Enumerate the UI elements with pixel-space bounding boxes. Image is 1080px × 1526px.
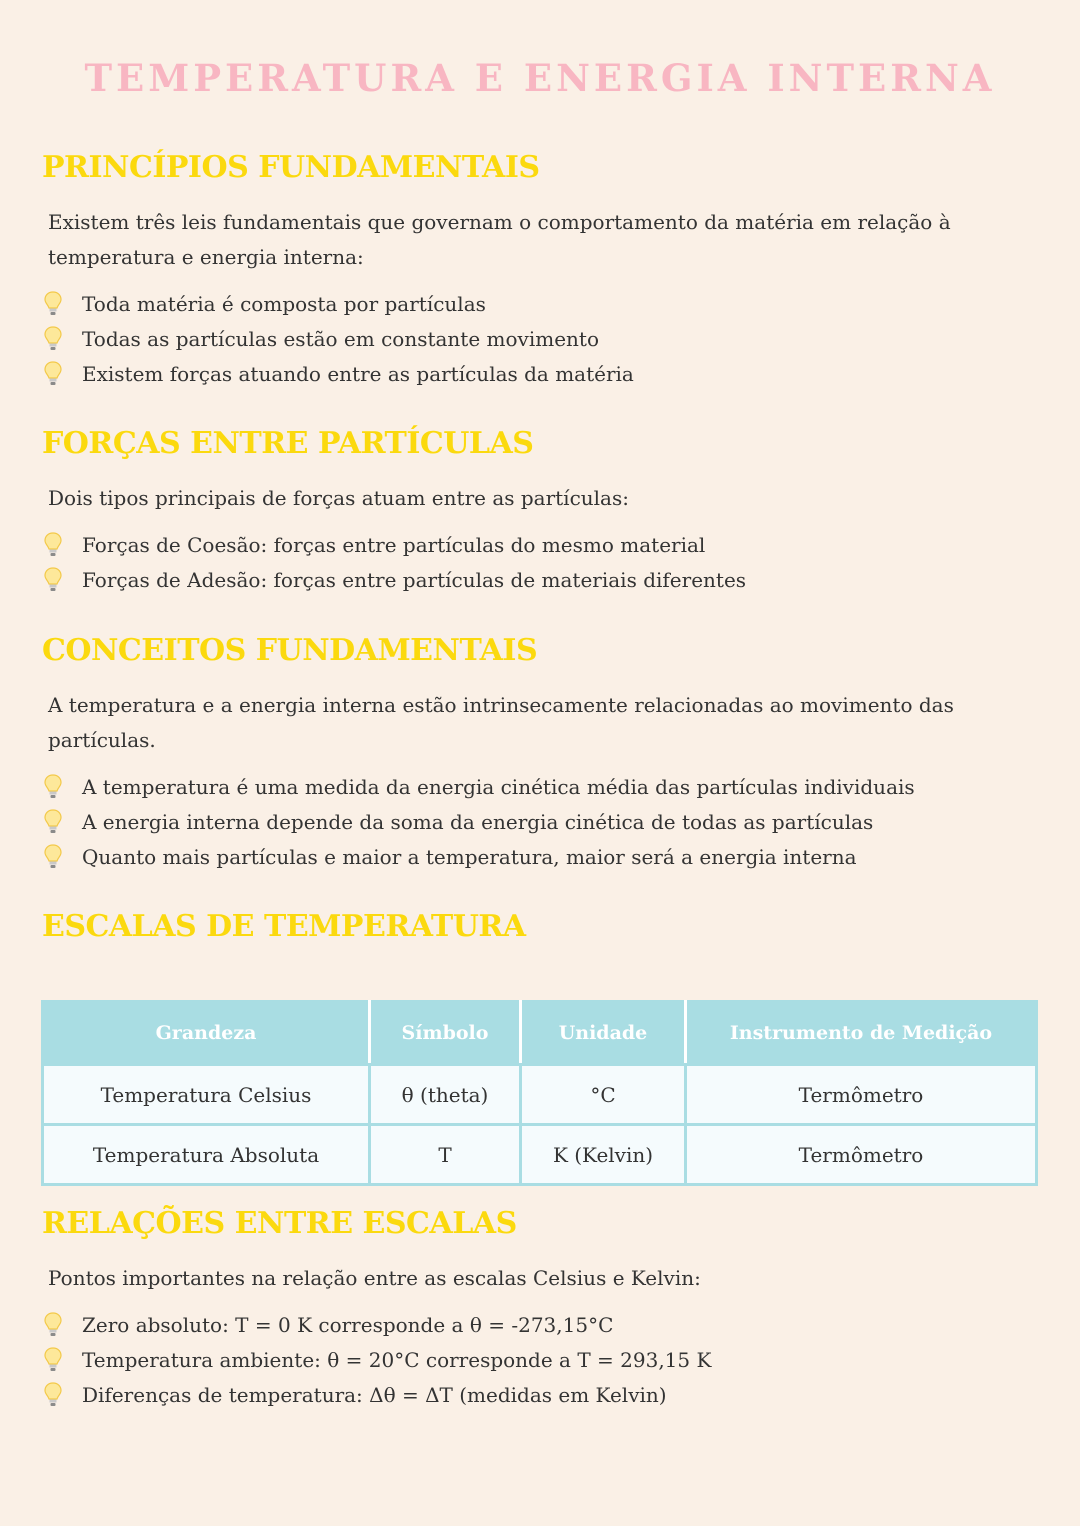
section-intro: Dois tipos principais de forças atuam entre as partículas: — [48, 486, 629, 510]
section-intro: Existem três leis fundamentais que governam o comportamento da matéria em relação à temperatura e energia interna: — [48, 210, 951, 269]
section-heading: RELAÇÕES ENTRE ESCALAS — [42, 1206, 517, 1241]
lightbulb-icon — [44, 326, 62, 352]
table-cell: Temperatura Celsius — [43, 1065, 370, 1125]
bullet-list — [0, 770, 1080, 875]
table-row — [43, 1125, 1037, 1185]
list-item — [0, 357, 1080, 392]
list-item — [0, 770, 1080, 805]
list-item-text: Forças de Coesão: forças entre partículas do mesmo material — [82, 533, 706, 557]
section-heading: CONCEITOS FUNDAMENTAIS — [42, 633, 538, 668]
section-intro: Pontos importantes na relação entre as escalas Celsius e Kelvin: — [48, 1266, 701, 1290]
bullet-list — [0, 287, 1080, 392]
temperature-scales-table — [41, 1000, 1038, 1186]
list-item — [0, 805, 1080, 840]
list-item — [0, 528, 1080, 563]
table-cell: K (Kelvin) — [521, 1125, 686, 1185]
section-conceitos — [0, 633, 1080, 875]
table-header-cell: Grandeza — [43, 1002, 370, 1065]
list-item-text: Existem forças atuando entre as partículas da matéria — [82, 362, 634, 386]
lightbulb-icon — [44, 567, 62, 593]
lightbulb-icon — [44, 291, 62, 317]
list-item-text: Diferenças de temperatura: Δθ = ΔT (medidas em Kelvin) — [82, 1383, 667, 1407]
lightbulb-icon — [44, 361, 62, 387]
table-cell: °C — [521, 1065, 686, 1125]
lightbulb-icon — [44, 1347, 62, 1373]
lightbulb-icon — [44, 1312, 62, 1338]
table-row — [43, 1065, 1037, 1125]
lightbulb-icon — [44, 809, 62, 835]
section-heading: ESCALAS DE TEMPERATURA — [42, 909, 526, 944]
section-relacoes — [0, 1206, 1080, 1413]
section-intro: A temperatura e a energia interna estão intrinsecamente relacionadas ao movimento das partículas. — [48, 693, 954, 752]
list-item — [0, 1343, 1080, 1378]
table-header-cell: Instrumento de Medição — [686, 1002, 1037, 1065]
table-cell: Termômetro — [686, 1065, 1037, 1125]
list-item-text: Todas as partículas estão em constante movimento — [82, 327, 600, 351]
section-heading: PRINCÍPIOS FUNDAMENTAIS — [42, 150, 540, 185]
section-principios — [0, 150, 1080, 392]
section-heading: FORÇAS ENTRE PARTÍCULAS — [42, 426, 534, 461]
page-title: TEMPERATURA E ENERGIA INTERNA — [84, 56, 996, 100]
table-header-cell: Unidade — [521, 1002, 686, 1065]
list-item-text: Forças de Adesão: forças entre partículas de materiais diferentes — [82, 568, 747, 592]
list-item-text: Temperatura ambiente: θ = 20°C corresponde a T = 293,15 K — [82, 1348, 712, 1372]
list-item-text: Quanto mais partículas e maior a temperatura, maior será a energia interna — [82, 845, 857, 869]
bullet-list — [0, 528, 1080, 598]
lightbulb-icon — [44, 774, 62, 800]
table-cell: T — [370, 1125, 521, 1185]
table-cell: Temperatura Absoluta — [43, 1125, 370, 1185]
bullet-list — [0, 1308, 1080, 1413]
list-item — [0, 840, 1080, 875]
lightbulb-icon — [44, 844, 62, 870]
section-forcas — [0, 426, 1080, 598]
table-cell: Termômetro — [686, 1125, 1037, 1185]
section-escalas — [0, 909, 1080, 944]
list-item — [0, 1308, 1080, 1343]
table-header-cell: Símbolo — [370, 1002, 521, 1065]
list-item-text: Toda matéria é composta por partículas — [82, 292, 486, 316]
list-item — [0, 287, 1080, 322]
list-item-text: Zero absoluto: T = 0 K corresponde a θ = -273,15°C — [82, 1313, 614, 1337]
list-item — [0, 322, 1080, 357]
list-item — [0, 563, 1080, 598]
lightbulb-icon — [44, 1382, 62, 1408]
lightbulb-icon — [44, 532, 62, 558]
list-item-text: A temperatura é uma medida da energia cinética média das partículas individuais — [82, 775, 915, 799]
list-item — [0, 1378, 1080, 1413]
table-header-row — [43, 1002, 1037, 1065]
list-item-text: A energia interna depende da soma da energia cinética de todas as partículas — [82, 810, 874, 834]
table-cell: θ (theta) — [370, 1065, 521, 1125]
